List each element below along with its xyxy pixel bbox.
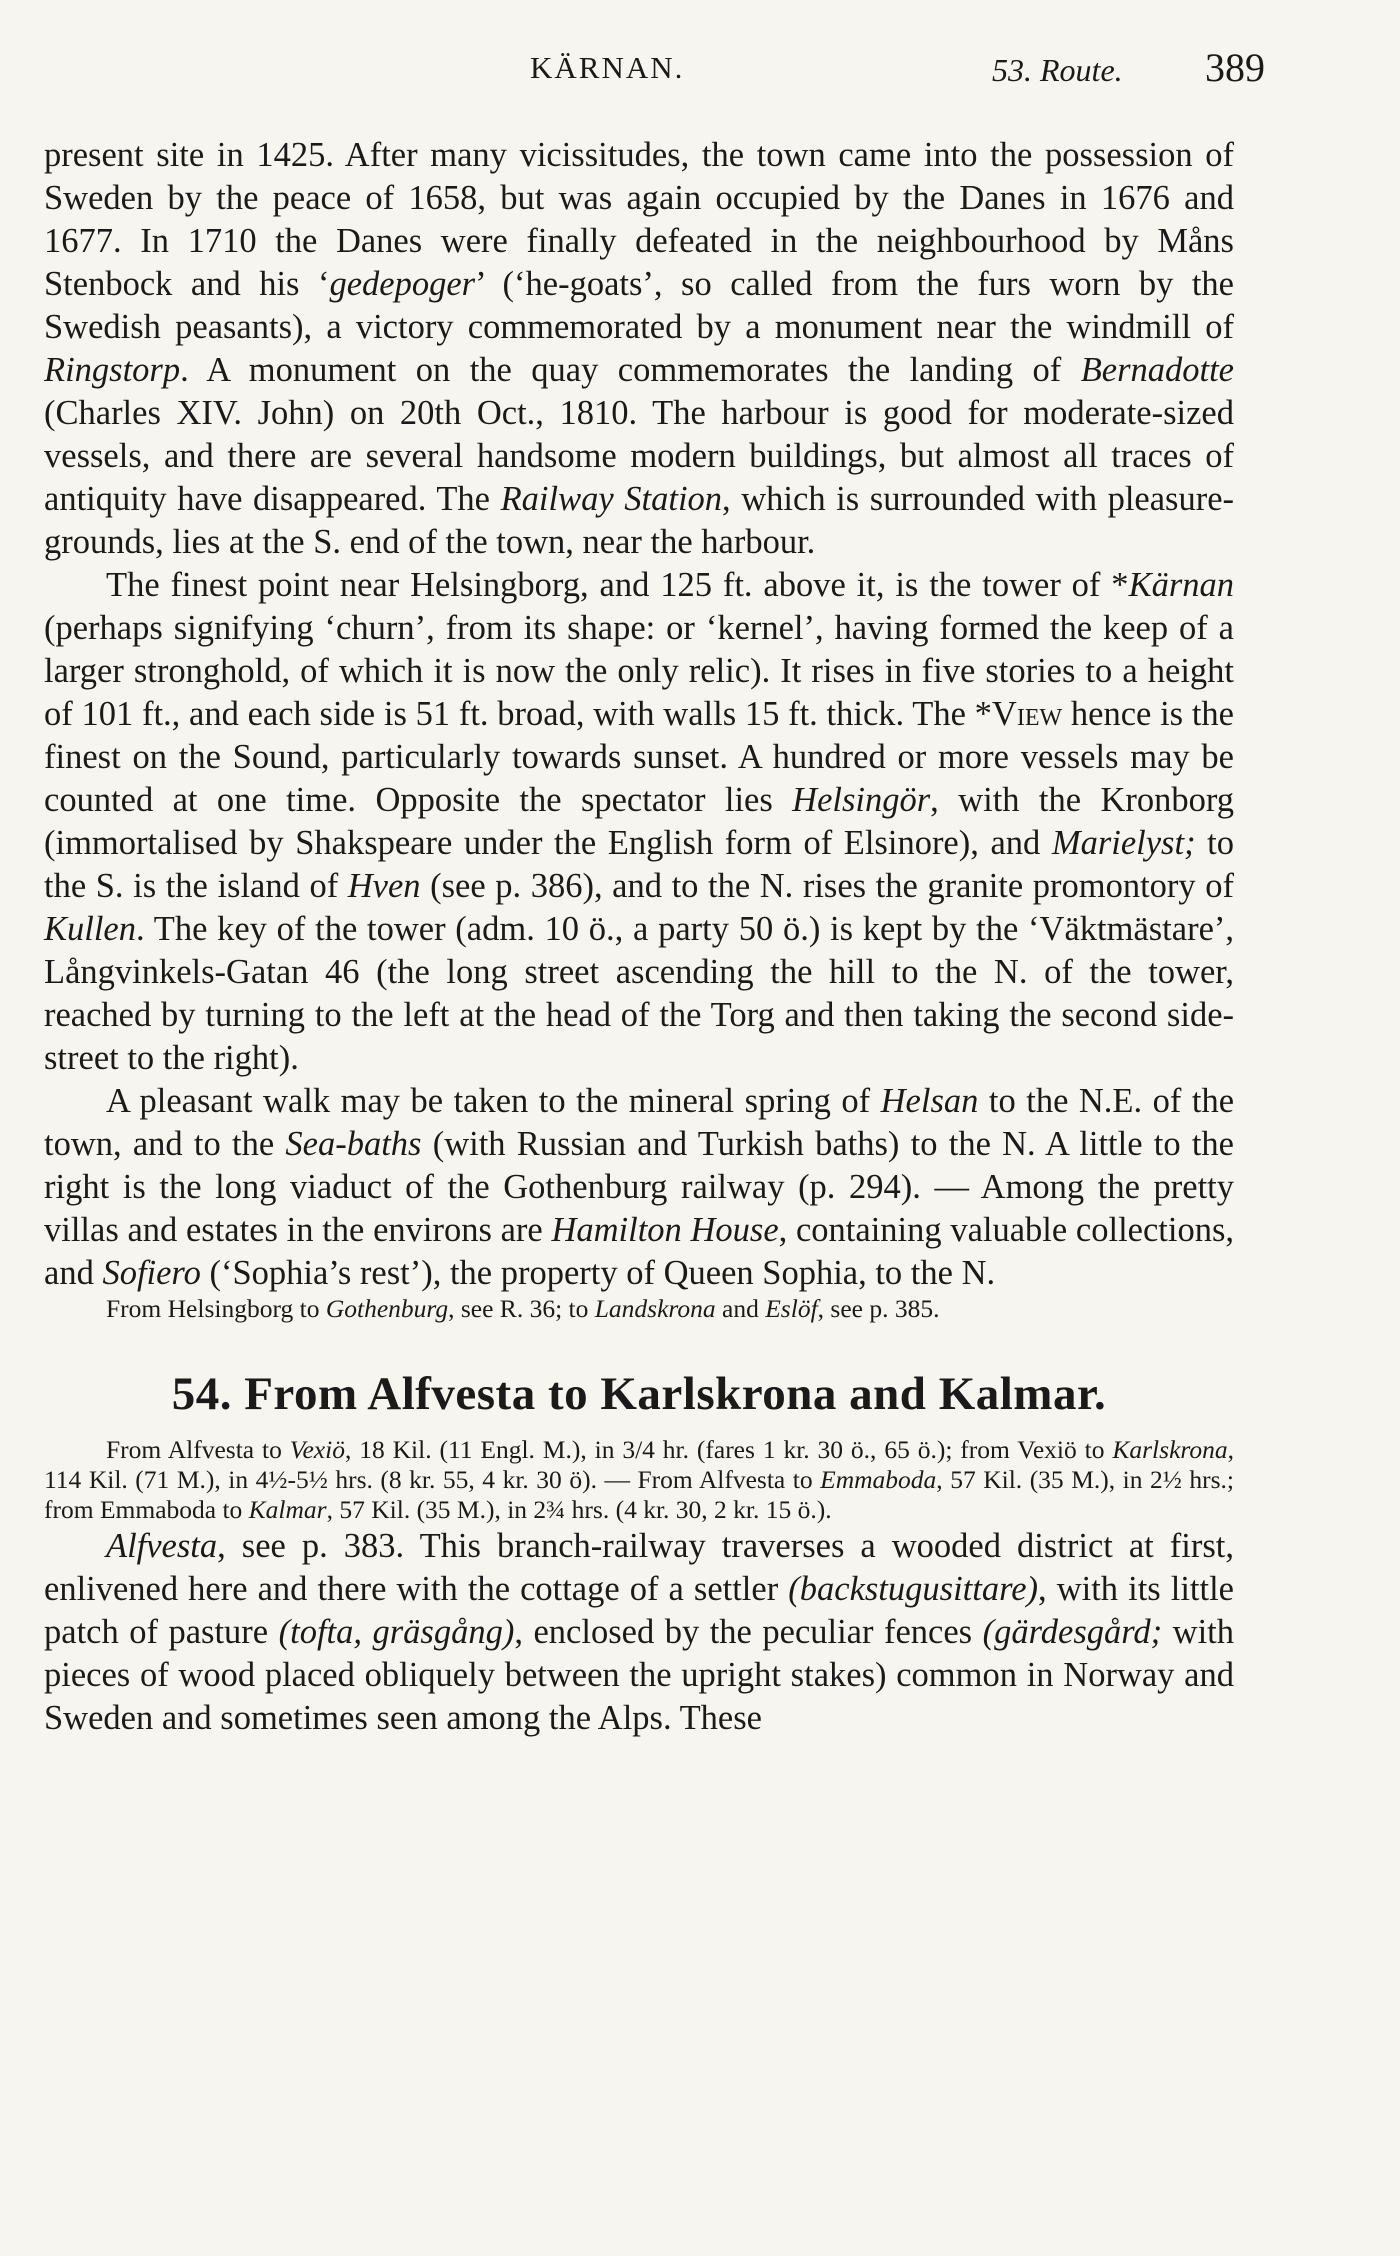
paragraph-alfvesta: Alfvesta, see p. 383. This branch-railway traverses a wooded district at first, enlivened here and there with the cottage of a settler (backstugusittare), with its little patch of pasture (tofta, gräsgång), enclosed by the peculiar fences (gärdesgård; with pieces of wood placed obliquely between the upright stakes) common in Norway and Sweden and sometimes seen among the Alps. These xyxy=(44,1527,1234,1737)
body-text xyxy=(44,134,1234,1740)
route-label: 53. Route. xyxy=(992,52,1123,88)
page-number: 389 xyxy=(1205,45,1265,90)
running-title: KÄRNAN. xyxy=(530,50,685,85)
paragraph-helsingborg-history: present site in 1425. After many vicissitudes, the town came into the possession of Sweden by the peace of 1658, but was again occupied by the Danes in 1676 and 1677. In 1710 the Danes were finally defeated in the neighbourhood by Måns Stenbock and his ‘gedepoger’ (‘he-goats’, so called from the furs worn by the Swedish peasants), a victory commemorated by a monument near the windmill of Ringstorp. A monument on the quay commemorates the landing of Bernadotte (Charles XIV. John) on 20th Oct., 1810. The harbour is good for moderate-sized vessels, and there are several handsome modern buildings, but almost all traces of antiquity have disappeared. The Railway Station, which is surrounded with pleasure-grounds, lies at the S. end of the town, near the harbour. xyxy=(44,136,1234,561)
route-summary: From Alfvesta to Vexiö, 18 Kil. (11 Engl. M.), in 3/4 hr. (fares 1 kr. 30 ö., 65 ö.); from Vexiö to Karlskrona, 114 Kil. (71 M.), in 4½-5½ hrs. (8 kr. 55, 4 kr. 30 ö). — From Alfvesta to Emmaboda, 57 Kil. (35 M.), in 2½ hrs.; from Emmaboda to Kalmar, 57 Kil. (35 M.), in 2¾ hrs. (4 kr. 30, 2 kr. 15 ö.). xyxy=(44,1435,1235,1524)
paragraph-karnan-tower: The finest point near Helsingborg, and 125 ft. above it, is the tower of *Kärnan (perhaps signifying ‘churn’, from its shape: or ‘kernel’, having formed the keep of a larger stronghold, of which it is now the only relic). It rises in five stories to a height of 101 ft., and each side is 51 ft. broad, with walls 15 ft. thick. The *View hence is the finest on the Sound, particularly towards sunset. A hundred or more vessels may be counted at one time. Opposite the spectator lies Helsingör, with the Kronborg (immortalised by Shakspeare under the English form of Elsinore), and Marielyst; to the S. is the island of Hven (see p. 386), and to the N. rises the granite promontory of Kullen. The key of the tower (adm. 10 ö., a party 50 ö.) is kept by the ‘Väktmästare’, Långvinkels-Gatan 46 (the long street ascending the hill to the N. of the tower, reached by turning to the left at the head of the Torg and then taking the second side-street to the right). xyxy=(44,566,1234,1077)
section-title: 54. From Alfvesta to Karlskrona and Kalmar. xyxy=(171,1368,1107,1420)
paragraph-walks-and-villas: A pleasant walk may be taken to the mineral spring of Helsan to the N.E. of the town, and to the Sea-baths (with Russian and Turkish baths) to the N. A little to the right is the long viaduct of the Gothenburg railway (p. 294). — Among the pretty villas and estates in the environs are Hamilton House, containing valuable collections, and Sofiero (‘Sophia’s rest’), the property of Queen Sophia, to the N. xyxy=(44,1082,1235,1292)
page-header xyxy=(40,44,1265,94)
route-note: From Helsingborg to Gothenburg, see R. 36; to Landskrona and Eslöf, see p. 385. xyxy=(106,1294,940,1323)
